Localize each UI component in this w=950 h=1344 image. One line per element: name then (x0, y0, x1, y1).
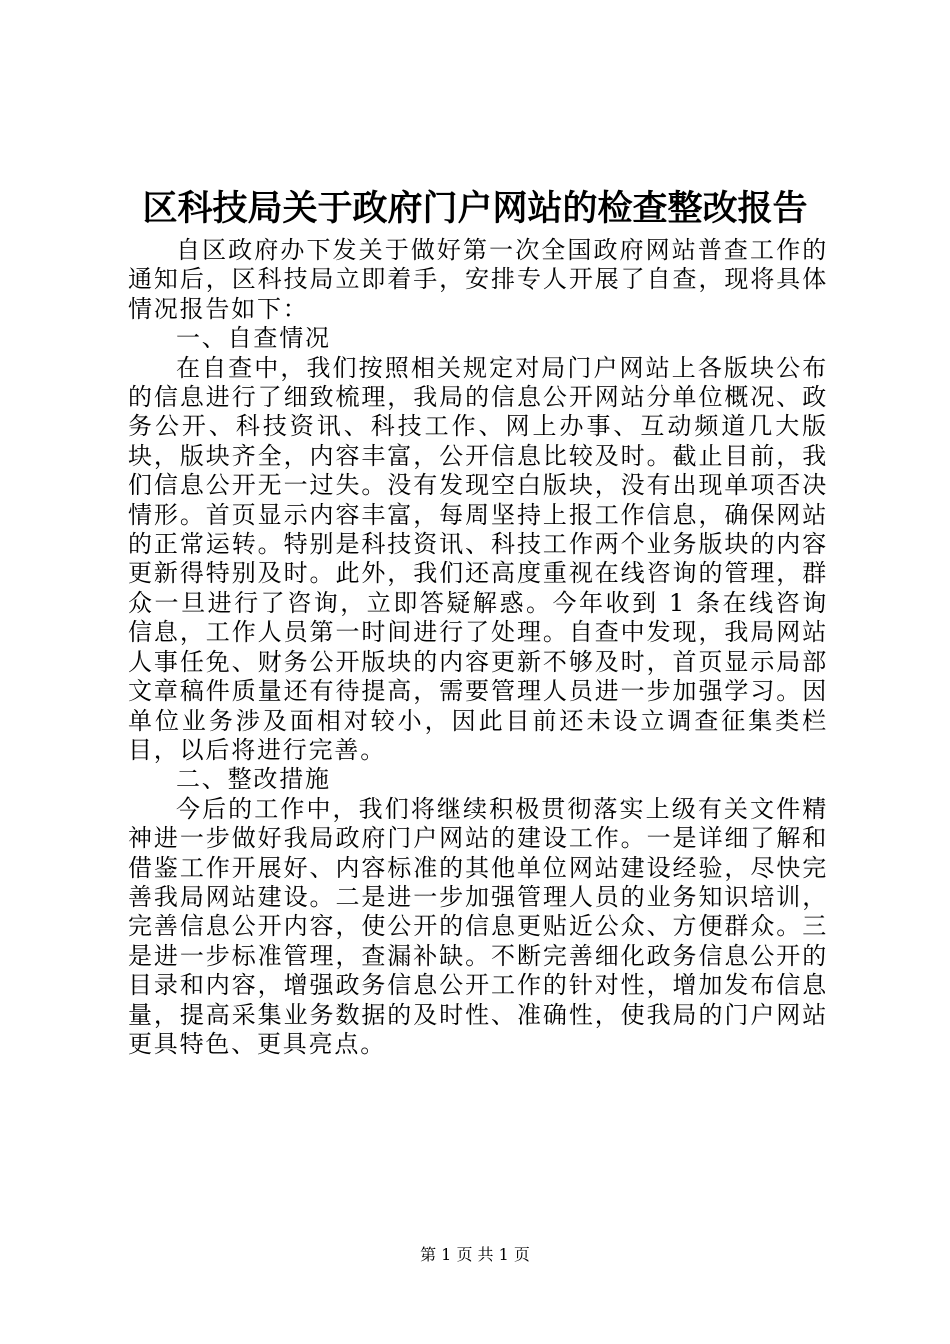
page-footer (0, 1245, 950, 1265)
intro-paragraph: 自区政府办下发关于做好第一次全国政府网站普查工作的通知后，区科技局立即着手，安排专人开展了自查，现将具体情况报告如下： (128, 236, 828, 323)
section-heading-rectification: 二、整改措施 (176, 765, 331, 794)
rectification-paragraph: 今后的工作中，我们将继续积极贯彻落实上级有关文件精神进一步做好我局政府门户网站的建设工作。一是详细了解和借鉴工作开展好、内容标准的其他单位网站建设经验，尽快完善我局网站建设。二是进一步加强管理人员的业务知识培训，完善信息公开内容，使公开的信息更贴近公众、方便群众。三是进一步标准管理，查漏补缺。不断完善细化政务信息公开的目录和内容，增强政务信息公开工作的针对性，增加发布信息量，提高采集业务数据的及时性、准确性，使我局的门户网站更具特色、更具亮点。 (128, 794, 828, 1058)
document-title: 区科技局关于政府门户网站的检查整改报告 (142, 188, 808, 229)
self-inspection-paragraph: 在自查中，我们按照相关规定对局门户网站上各版块公布的信息进行了细致梳理，我局的信息公开网站分单位概况、政务公开、科技资讯、科技工作、网上办事、互动频道几大版块，版块齐全，内容丰富，公开信息比较及时。截止目前，我们信息公开无一过失。没有发现空白版块，没有出现单项否决情形。首页显示内容丰富，每周坚持上报工作信息，确保网站的正常运转。特别是科技资讯、科技工作两个业务版块的内容更新得特别及时。此外，我们还高度重视在线咨询的管理，群众一旦进行了咨询，立即答疑解惑。今年收到 1 条在线咨询信息，工作人员第一时间进行了处理。自查中发现，我局网站人事任免、财务公开版块的内容更新不够及时，首页显示局部文章稿件质量还有待提高，需要管理人员进一步加强学习。因单位业务涉及面相对较小，因此目前还未设立调查征集类栏目，以后将进行完善。 (128, 353, 828, 764)
document-body (128, 236, 828, 1059)
section-heading-self-inspection: 一、自查情况 (176, 324, 331, 353)
page-number-label: 第 1 页 共 1 页 (420, 1245, 530, 1264)
